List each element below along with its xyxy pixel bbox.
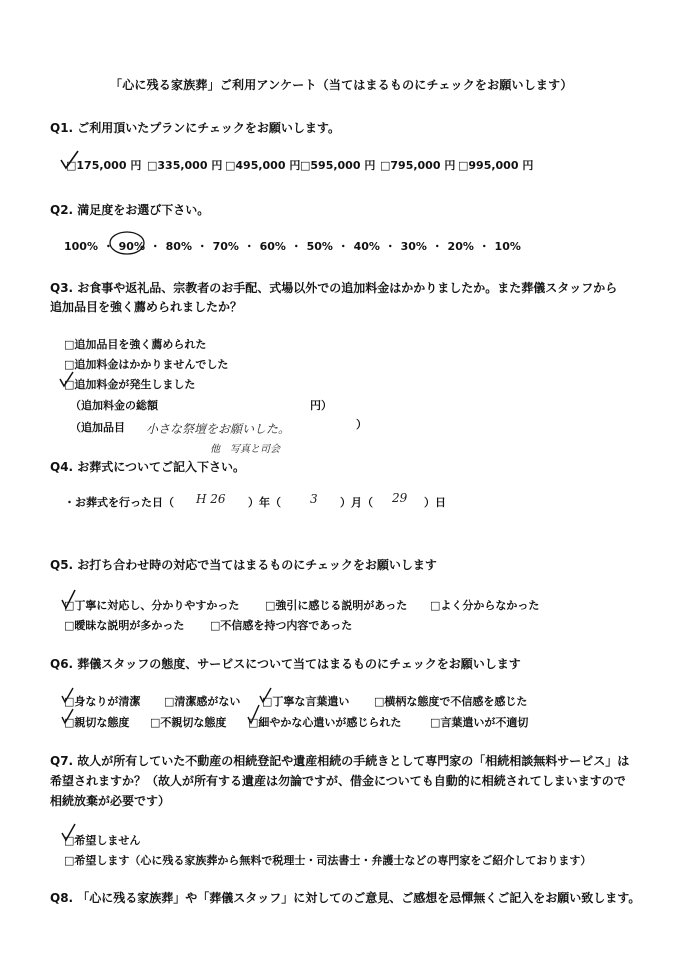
q6-question: Q6. 葬儀スタッフの態度、サービスについて当てはまるものにチェックをお願いします: [50, 657, 521, 671]
q6-check-clean-icon: [60, 686, 76, 706]
q7-question-line3: 相続放棄が必要です）: [50, 794, 171, 808]
q4-era-value[interactable]: H 26: [196, 492, 226, 506]
q6-option-attentive[interactable]: □細やかな心遣いが感じられた: [248, 716, 402, 729]
q3-option-charge-incurred[interactable]: □追加料金が発生しました: [64, 378, 196, 391]
q3-question-line1: Q3. お食事や返礼品、宗教者のお手配、式場以外での追加料金はかかりましたか。また葬儀スタッフから: [50, 281, 618, 295]
q5-question: Q5. お打ち合わせ時の対応で当てはまるものにチェックをお願いします: [50, 558, 437, 572]
q6-check-kind-icon: [60, 707, 76, 727]
q6-option-unclean[interactable]: □清潔感がない: [164, 695, 241, 708]
q1-checkmark-icon: [58, 148, 82, 174]
q7-option-not-desired[interactable]: □希望しません: [64, 834, 141, 847]
q6-option-inappropriate-language[interactable]: □言葉遣いが不適切: [430, 716, 529, 729]
q3-amount-unit: 円）: [310, 399, 332, 412]
q3-option-no-charge[interactable]: □追加料金はかかりませんでした: [64, 358, 229, 371]
q6-option-unkind[interactable]: □不親切な態度: [150, 716, 227, 729]
q6-check-attentive-icon: [246, 703, 262, 727]
q1-question: Q1. ご利用頂いたプランにチェックをお願いします。: [50, 121, 340, 135]
q3-items-close: ）: [356, 418, 367, 431]
q6-option-polite-language[interactable]: □丁寧な言葉遣い: [262, 695, 350, 708]
q8-question: Q8. 「心に残る家族葬」や「葬儀スタッフ」に対してのご意見、ご感想を忌憚無くご記入をお願い致します。: [50, 891, 641, 905]
q7-checkmark-icon: [60, 822, 78, 844]
q6-option-arrogant[interactable]: □横柄な態度で不信感を感じた: [374, 695, 528, 708]
q6-option-kind[interactable]: □親切な態度: [64, 716, 130, 729]
q3-handwritten-items-2: 他 写真と司会: [210, 444, 280, 455]
q1-option-995000[interactable]: □995,000 円: [458, 159, 534, 172]
q2-question: Q2. 満足度をお選び下さい。: [50, 203, 210, 217]
q1-option-795000[interactable]: □795,000 円: [380, 159, 456, 172]
q2-satisfaction-scale[interactable]: 100% ・ 90% ・ 80% ・ 70% ・ 60% ・ 50% ・ 40% ・ 30% ・ 20% ・ 10%: [64, 240, 521, 253]
q1-option-495000[interactable]: □495,000 円: [225, 159, 301, 172]
q2-circle-mark-icon: [107, 229, 149, 257]
q1-option-175000[interactable]: □175,000 円: [66, 159, 142, 172]
q5-option-unclear[interactable]: □よく分からなかった: [430, 599, 540, 612]
q4-month-suffix: ）月（: [340, 496, 373, 509]
q4-year-suffix: ）年（: [248, 496, 281, 509]
survey-title: 「心に残る家族葬」ご利用アンケート（当てはまるものにチェックをお願いします）: [110, 78, 573, 92]
q3-question-line2: 追加品目を強く薦められましたか？: [50, 300, 243, 314]
q4-date-label: ・お葬式を行った日（: [64, 496, 174, 509]
q5-checkmark-icon: [60, 588, 78, 612]
q5-option-distrust[interactable]: □不信感を持つ内容であった: [210, 619, 353, 632]
q5-option-pushy[interactable]: □強引に感じる説明があった: [265, 599, 408, 612]
q4-day-suffix: ）日: [424, 496, 446, 509]
q5-option-vague[interactable]: □曖昧な説明が多かった: [64, 619, 185, 632]
q3-checkmark-icon: [58, 370, 76, 390]
q4-day-value[interactable]: 29: [392, 491, 408, 505]
q7-question-line2: 希望されますか？（故人が所有する遺産は勿論ですが、借金についても自動的に相続されてしまいますので: [50, 774, 626, 788]
q4-month-value[interactable]: 3: [310, 492, 318, 506]
q4-question: Q4. お葬式についてご記入下さい。: [50, 460, 246, 474]
q1-option-335000[interactable]: □335,000 円: [147, 159, 223, 172]
q3-option-recommended[interactable]: □追加品目を強く薦められた: [64, 338, 207, 351]
q1-option-595000[interactable]: □595,000 円: [300, 159, 376, 172]
q3-items-label: （追加品目: [70, 421, 125, 434]
q7-question-line1: Q7. 故人が所有していた不動産の相続登記や遺産相続の手続きとして専門家の「相続相談無料サービス」は: [50, 754, 630, 768]
q6-option-clean-appearance[interactable]: □身なりが清潔: [64, 695, 141, 708]
q3-amount-label: （追加料金の総額: [70, 399, 158, 412]
q5-option-polite[interactable]: □丁寧に対応し、分かりやすかった: [64, 599, 240, 612]
q3-handwritten-items: 小さな祭壇をお願いした。: [146, 422, 291, 436]
q7-option-desired[interactable]: □希望します（心に残る家族葬から無料で税理士・司法書士・弁護士などの専門家をご紹介しております）: [64, 854, 592, 867]
